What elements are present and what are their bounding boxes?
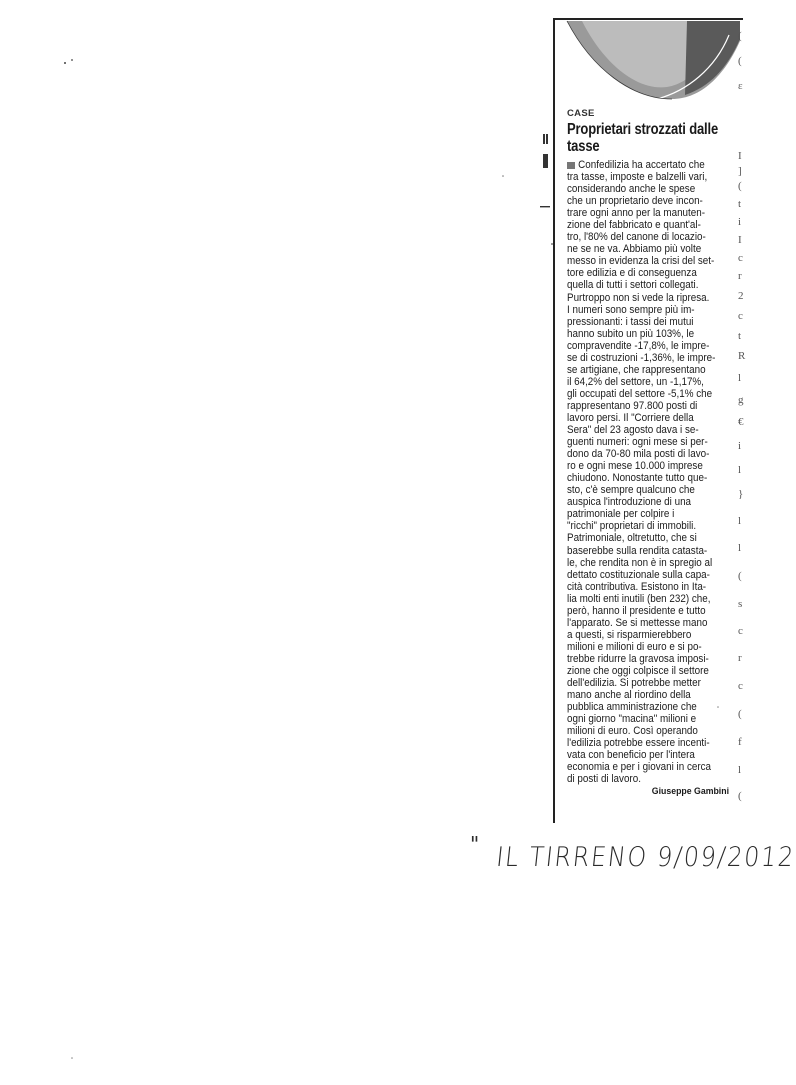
news-article — [567, 108, 735, 797]
clipping-top-edge — [553, 18, 743, 20]
handwritten-note-text: IL TIRRENO 9/09/2012 — [494, 842, 796, 873]
clipping-left-edge — [553, 18, 555, 823]
article-headline: Proprietari strozzati dalle tasse — [567, 121, 719, 155]
margin-scan-marks — [530, 120, 552, 260]
adjacent-column-fragments: ( ( ε I ] ( t i I c r 2 c t R l g € i l } l l ( s c r c ( f l ( — [738, 30, 746, 802]
handwritten-source-note: " IL TIRRENO 9/09/2012 — [470, 832, 796, 873]
section-label: CASE — [567, 108, 595, 119]
article-body: Confedilizia ha accertato che tra tasse, imposte e balzelli vari, considerando anche le spese che un proprietario deve incon- trare ogni anno per la manuten- zione del fabbricato e quant'al- tro, l'80% del canone di locazio- ne se ne va. Abbiamo più volte messo in evidenza la crisi del set- tore edilizia e di conseguenza quella di tutti i settori collegati. Purtroppo non si vede la ripresa. I numeri sono sempre più im- pressionanti: i tassi dei mutui hanno subito un più 103%, le compravendite -17,8%, le impre- se di costruzioni -1,36%, le impre- se artigiane, che rappresentano il 64,2% del settore, un -1,17%, gli occupati del settore -5,1% che rappresentano 97.800 posti di lavoro persi. Il "Corriere della Sera" del 23 agosto dava i se- guenti numeri: ogni mese si per- dono da 70-80 mila posti di lavo- ro e ogni mese 10.000 imprese chiudono. Nonostante tutto que- sto, c'è sempre qualcuno che auspica l'introduzione di una patrimoniale per colpire i "ricchi" proprietari di immobili. Patrimoniale, oltretutto, che si baserebbe sulla rendita catasta- le, che rendita non è in spregio al dettato costituzionale sulla capa- cità contributiva. Esistono in Ita- lia molti enti inutili (ben 232) che, però, hanno il presidente e tutto l'apparato. Se si mettesse mano a questi, si risparmierebbero milioni e milioni di euro e si po- trebbe ridurre la gravosa imposi- zione che oggi colpisce il settore dell'edilizia. Si potrebbe metter mano anche al riordino della pubblica amministrazione che ogni giorno "macina" milioni e milioni di euro. Così operando l'edilizia potrebbe essere incenti- vata con beneficio per l'intera economia e per i giovani in cerca di posti di lavoro. — [567, 159, 716, 786]
article-author: Giuseppe Gambini — [651, 786, 729, 798]
photo-fragment — [557, 21, 740, 101]
